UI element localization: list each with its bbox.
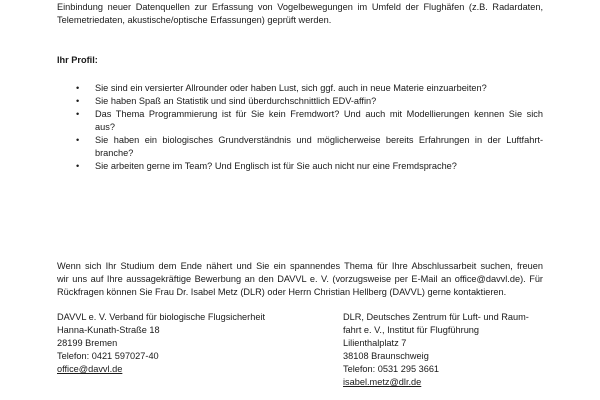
text-line: DLR, Deutsches Zentrum für Luft- und Raum-: [343, 312, 529, 322]
text-line: branche?: [95, 148, 134, 158]
text-line: Sie haben ein biologisches Grundverständnis und möglicherweise bereits Erfahrungen in der Luftfahrt-: [95, 135, 543, 145]
text-line: Telemetriedaten, akustische/optische Erfassungen) geprüft werden.: [57, 15, 332, 25]
bullet-item: [57, 108, 543, 134]
bullet-text: [95, 160, 543, 173]
text-line: Wenn sich Ihr Studium dem Ende nähert und Sie ein spannendes Thema für Ihre Abschlussarbeit suchen, freuen: [57, 261, 543, 271]
contact-davvl-lines: [57, 311, 339, 363]
intro-paragraph: [57, 1, 543, 27]
email-link-dlr[interactable]: isabel.metz@dlr.de: [343, 377, 422, 387]
text-line: Sie sind ein versierter Allrounder oder haben Lust, sich ggf. auch in neue Materie einzuarbeiten?: [95, 83, 487, 93]
contact-block-davvl: [57, 311, 339, 376]
bullet-icon: •: [76, 135, 80, 145]
bullet-text: [95, 108, 543, 134]
text-line: fahrt e. V., Institut für Flugführung: [343, 325, 480, 335]
bullet-item: [57, 95, 543, 108]
bullet-text: [95, 134, 543, 160]
text-line: wir uns auf Ihre aussagekräftige Bewerbung an den DAVVL e. V. (vorzugsweise per E-Mail an office@davvl.de). Für: [57, 274, 543, 284]
closing-paragraph: [57, 260, 543, 299]
contact-dlr-lines: [343, 311, 553, 376]
bullet-text: [95, 82, 543, 95]
text-line: DAVVL e. V. Verband für biologische Flugsicherheit: [57, 312, 266, 322]
bullet-icon: •: [76, 109, 80, 119]
text-line: Hanna-Kunath-Straße 18: [57, 325, 160, 335]
bullet-item: [57, 82, 543, 95]
text-line: 28199 Bremen: [57, 338, 118, 348]
text-line: 38108 Braunschweig: [343, 351, 429, 361]
text-line: Einbindung neuer Datenquellen zur Erfassung von Vogelbewegungen im Umfeld der Flughäfen (z.B. Radardaten,: [57, 2, 543, 12]
text-line: Lilienthalplatz 7: [343, 338, 407, 348]
bullet-icon: •: [76, 161, 80, 171]
bullet-item: [57, 134, 543, 160]
bullet-icon: •: [76, 83, 80, 93]
text-line: Rückfragen können Sie Frau Dr. Isabel Metz (DLR) oder Herrn Christian Hellberg (DAVVL) gerne kontaktieren.: [57, 287, 507, 297]
bullet-text: [95, 95, 543, 108]
bullet-item: [57, 160, 543, 173]
profile-bullet-list: [57, 82, 543, 173]
text-line: Sie haben Spaß an Statistik und sind überdurchschnittlich EDV-affin?: [95, 96, 377, 106]
text-line: Telefon: 0531 295 3661: [343, 364, 440, 374]
text-line: Telefon: 0421 597027-40: [57, 351, 159, 361]
bullet-icon: •: [76, 96, 80, 106]
text-line: Das Thema Programmierung ist für Sie kein Fremdwort? Und auch mit Modellierungen kennen Sie sich: [95, 109, 543, 119]
profile-heading: Ihr Profil:: [57, 55, 98, 65]
contact-block-dlr: [343, 311, 553, 389]
text-line: Sie arbeiten gerne im Team? Und Englisch ist für Sie auch nicht nur eine Fremdsprache?: [95, 161, 457, 171]
email-link-davvl[interactable]: office@davvl.de: [57, 364, 123, 374]
text-line: aus?: [95, 122, 115, 132]
